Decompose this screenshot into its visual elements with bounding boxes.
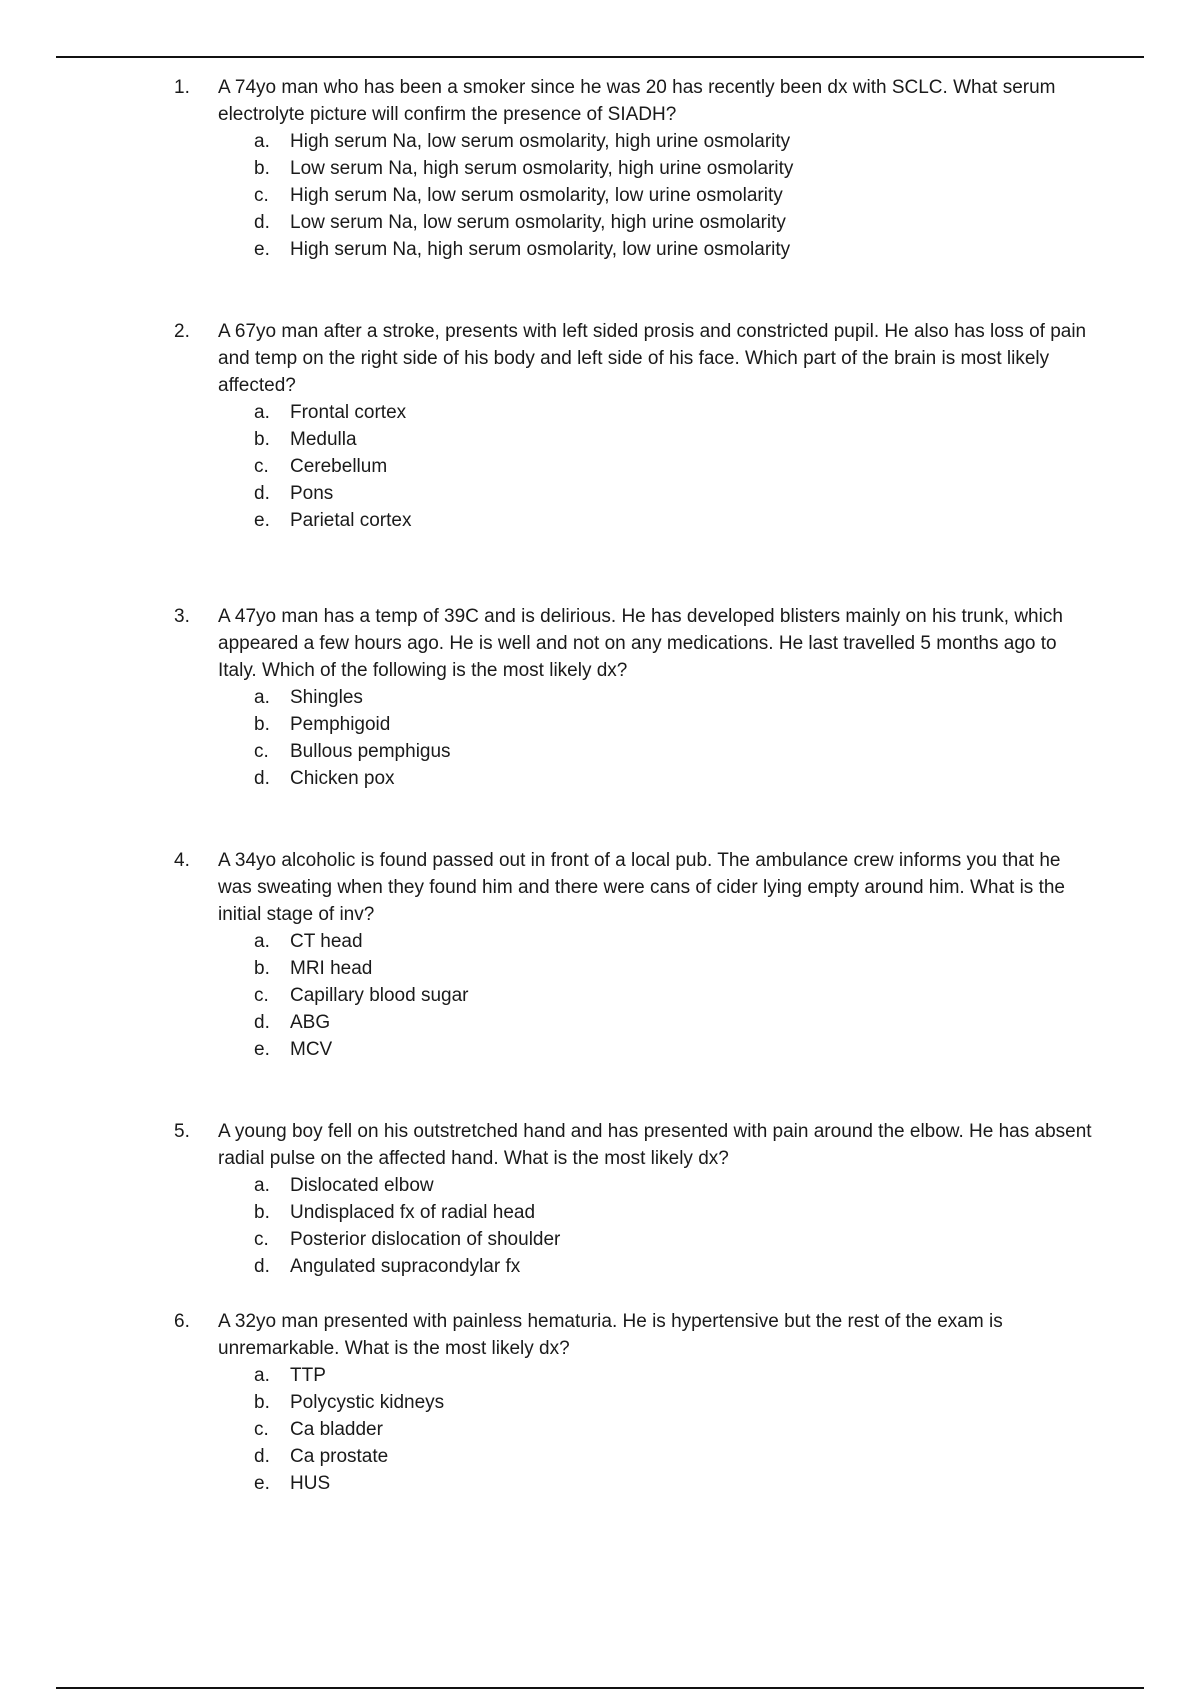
option-text: Shingles bbox=[290, 687, 363, 708]
question-text: A 32yo man presented with painless hematuria. He is hypertensive but the rest of the exam is unremarkable. What is the most likely dx? bbox=[218, 1311, 1003, 1359]
option-letter: c. bbox=[254, 1229, 269, 1250]
option-item bbox=[0, 1470, 1200, 1497]
option-letter: d. bbox=[254, 768, 270, 789]
option-letter: d. bbox=[254, 483, 270, 504]
option-item bbox=[0, 1172, 1200, 1199]
option-item bbox=[0, 507, 1200, 534]
option-item bbox=[0, 1253, 1200, 1280]
options-list bbox=[0, 399, 1200, 534]
option-item bbox=[0, 209, 1200, 236]
option-text: Cerebellum bbox=[290, 456, 388, 477]
options-list bbox=[0, 684, 1200, 792]
option-text: Pons bbox=[290, 483, 334, 504]
option-letter: e. bbox=[254, 1473, 270, 1494]
option-letter: b. bbox=[254, 1202, 270, 1223]
option-text: Frontal cortex bbox=[290, 402, 407, 423]
option-item bbox=[0, 236, 1200, 263]
question-number: 5. bbox=[174, 1121, 190, 1142]
question-text: A 34yo alcoholic is found passed out in front of a local pub. The ambulance crew informs you that he was sweating when they found him and there were cans of cider lying empty around him. What is the initial stage of inv? bbox=[218, 850, 1065, 925]
option-text: Medulla bbox=[290, 429, 357, 450]
option-letter: a. bbox=[254, 1365, 270, 1386]
option-text: ABG bbox=[290, 1012, 331, 1033]
option-letter: a. bbox=[254, 687, 270, 708]
options-list bbox=[0, 128, 1200, 263]
option-text: Low serum Na, low serum osmolarity, high urine osmolarity bbox=[290, 212, 786, 233]
option-letter: c. bbox=[254, 456, 269, 477]
option-item bbox=[0, 453, 1200, 480]
option-item bbox=[0, 1416, 1200, 1443]
option-item bbox=[0, 765, 1200, 792]
option-letter: c. bbox=[254, 985, 269, 1006]
option-text: Low serum Na, high serum osmolarity, high urine osmolarity bbox=[290, 158, 794, 179]
options-list bbox=[0, 1172, 1200, 1280]
option-letter: d. bbox=[254, 1446, 270, 1467]
option-item bbox=[0, 1009, 1200, 1036]
option-item bbox=[0, 1226, 1200, 1253]
option-letter: c. bbox=[254, 1419, 269, 1440]
option-letter: d. bbox=[254, 1256, 270, 1277]
question-text: A 67yo man after a stroke, presents with left sided prosis and constricted pupil. He also has loss of pain and temp on the right side of his body and left side of his face. Which part of the brain is most likely affected? bbox=[218, 321, 1087, 396]
option-text: Undisplaced fx of radial head bbox=[290, 1202, 536, 1223]
option-letter: c. bbox=[254, 185, 269, 206]
option-text: High serum Na, high serum osmolarity, low urine osmolarity bbox=[290, 239, 791, 260]
option-letter: a. bbox=[254, 131, 270, 152]
option-item bbox=[0, 155, 1200, 182]
option-letter: a. bbox=[254, 402, 270, 423]
option-text: Ca prostate bbox=[290, 1446, 389, 1467]
option-letter: b. bbox=[254, 714, 270, 735]
options-list bbox=[0, 928, 1200, 1063]
option-text: HUS bbox=[290, 1473, 331, 1494]
option-letter: e. bbox=[254, 239, 270, 260]
option-text: High serum Na, low serum osmolarity, low urine osmolarity bbox=[290, 185, 783, 206]
option-letter: a. bbox=[254, 931, 270, 952]
option-item bbox=[0, 711, 1200, 738]
option-text: CT head bbox=[290, 931, 363, 952]
question-number: 1. bbox=[174, 77, 190, 98]
option-text: Bullous pemphigus bbox=[290, 741, 451, 762]
option-item bbox=[0, 399, 1200, 426]
option-letter: c. bbox=[254, 741, 269, 762]
option-text: Polycystic kidneys bbox=[290, 1392, 445, 1413]
option-item bbox=[0, 1199, 1200, 1226]
option-item bbox=[0, 928, 1200, 955]
option-letter: b. bbox=[254, 429, 270, 450]
option-letter: e. bbox=[254, 1039, 270, 1060]
option-text: Capillary blood sugar bbox=[290, 985, 469, 1006]
option-item bbox=[0, 1036, 1200, 1063]
bottom-rule bbox=[56, 1687, 1144, 1689]
option-item bbox=[0, 684, 1200, 711]
option-text: MCV bbox=[290, 1039, 333, 1060]
option-item bbox=[0, 738, 1200, 765]
option-item bbox=[0, 128, 1200, 155]
top-rule bbox=[56, 56, 1144, 58]
option-text: Parietal cortex bbox=[290, 510, 412, 531]
option-item bbox=[0, 480, 1200, 507]
option-text: Pemphigoid bbox=[290, 714, 391, 735]
option-letter: d. bbox=[254, 1012, 270, 1033]
option-letter: a. bbox=[254, 1175, 270, 1196]
question-text: A 74yo man who has been a smoker since he was 20 has recently been dx with SCLC. What serum electrolyte picture will confirm the presence of SIADH? bbox=[218, 77, 1056, 125]
option-letter: d. bbox=[254, 212, 270, 233]
option-letter: b. bbox=[254, 958, 270, 979]
option-letter: b. bbox=[254, 1392, 270, 1413]
option-text: MRI head bbox=[290, 958, 373, 979]
question-number: 4. bbox=[174, 850, 190, 871]
question-text: A 47yo man has a temp of 39C and is delirious. He has developed blisters mainly on his trunk, which appeared a few hours ago. He is well and not on any medications. He last travelled 5 months ago to Italy. Which of the following is the most likely dx? bbox=[218, 606, 1063, 681]
options-list bbox=[0, 1362, 1200, 1497]
option-letter: e. bbox=[254, 510, 270, 531]
option-text: High serum Na, low serum osmolarity, high urine osmolarity bbox=[290, 131, 791, 152]
option-text: Posterior dislocation of shoulder bbox=[290, 1229, 561, 1250]
question-number: 2. bbox=[174, 321, 190, 342]
option-text: Dislocated elbow bbox=[290, 1175, 434, 1196]
question-number: 3. bbox=[174, 606, 190, 627]
option-text: Angulated supracondylar fx bbox=[290, 1256, 521, 1277]
option-item bbox=[0, 955, 1200, 982]
question-text: A young boy fell on his outstretched hand and has presented with pain around the elbow. He has absent radial pulse on the affected hand. What is the most likely dx? bbox=[218, 1121, 1092, 1169]
option-item bbox=[0, 982, 1200, 1009]
question-number: 6. bbox=[174, 1311, 190, 1332]
option-text: Chicken pox bbox=[290, 768, 395, 789]
option-item bbox=[0, 1362, 1200, 1389]
option-text: TTP bbox=[290, 1365, 326, 1386]
option-item bbox=[0, 1443, 1200, 1470]
option-text: Ca bladder bbox=[290, 1419, 383, 1440]
option-item bbox=[0, 1389, 1200, 1416]
option-item bbox=[0, 182, 1200, 209]
option-item bbox=[0, 426, 1200, 453]
option-letter: b. bbox=[254, 158, 270, 179]
